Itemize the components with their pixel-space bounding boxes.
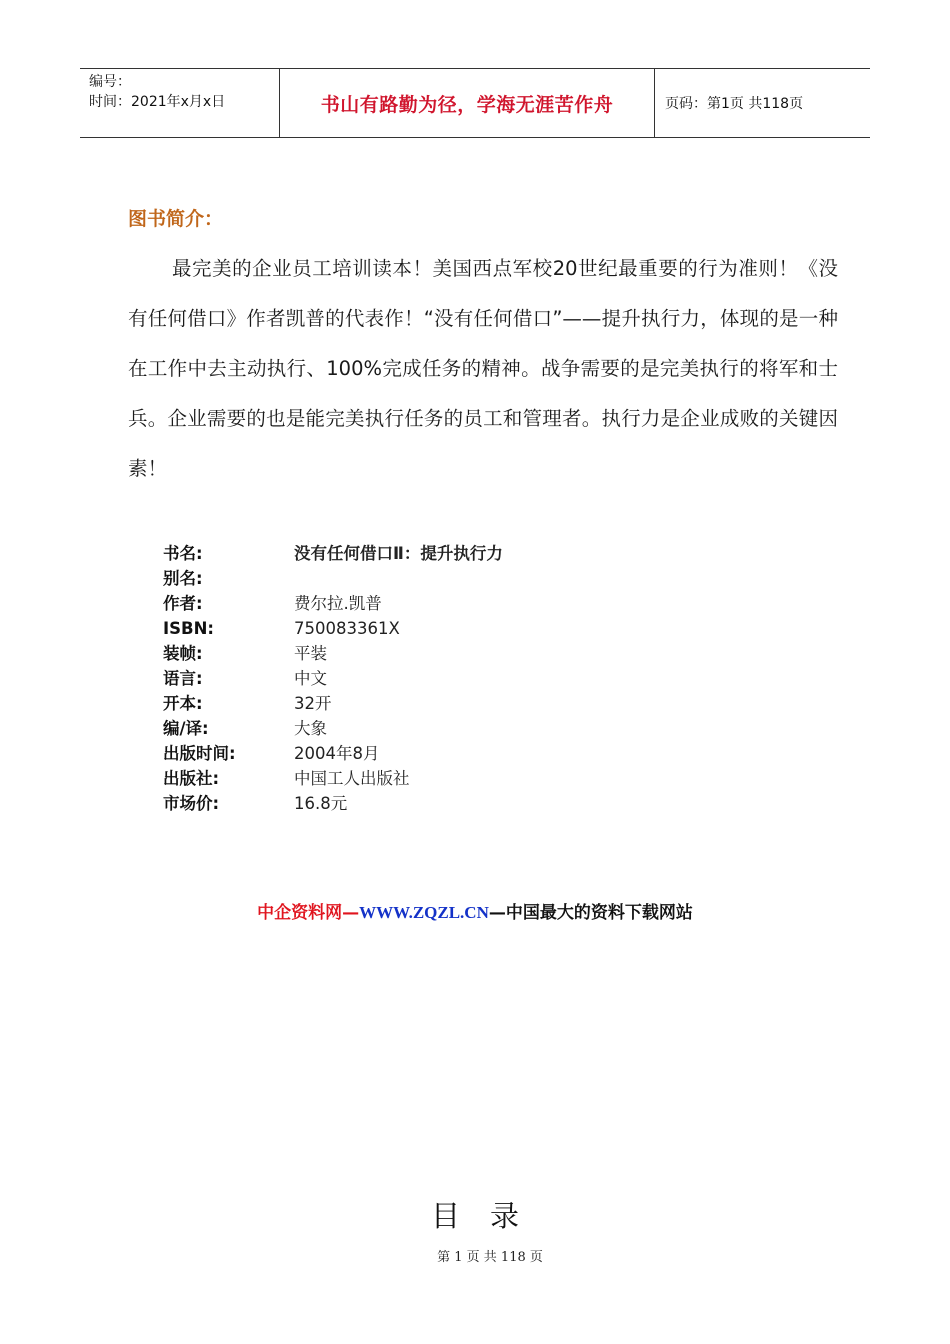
book-info-row-pubdate xyxy=(163,741,503,766)
info-label: 语言: xyxy=(163,669,203,688)
info-value: 750083361X xyxy=(294,619,400,638)
info-label: 市场价: xyxy=(163,794,220,813)
book-info-row-translator xyxy=(163,716,503,741)
info-label: 装帧: xyxy=(163,644,203,663)
site-banner xyxy=(0,898,950,923)
page-footer: 第 1 页 共 118 页 xyxy=(437,1250,543,1265)
book-info-row-price xyxy=(163,791,503,816)
info-label: 开本: xyxy=(163,694,203,713)
info-value: 2004年8月 xyxy=(294,744,380,763)
number-label: 编号： xyxy=(89,74,131,90)
page-header xyxy=(80,68,870,138)
info-label: 出版社: xyxy=(163,769,220,788)
intro-title: 图书简介： xyxy=(128,208,224,230)
info-label: 书名: xyxy=(163,544,203,563)
book-info-row-alias xyxy=(163,566,503,591)
header-meta xyxy=(80,69,280,137)
banner-slogan: —中国最大的资料下载网站 xyxy=(488,903,693,923)
book-info-row-format xyxy=(163,691,503,716)
book-info-row-title xyxy=(163,541,503,566)
banner-url-link[interactable]: WWW.ZQZL.CN xyxy=(359,903,489,922)
info-value: 费尔拉.凯普 xyxy=(294,594,382,613)
book-info-row-binding xyxy=(163,641,503,666)
info-label: 作者: xyxy=(163,594,203,613)
info-value: 中国工人出版社 xyxy=(294,769,410,788)
book-info-row-isbn xyxy=(163,616,503,641)
header-motto: 书山有路勤为径，学海无涯苦作舟 xyxy=(280,69,655,137)
info-value: 中文 xyxy=(294,669,327,688)
book-info xyxy=(163,541,503,816)
info-value: 16.8元 xyxy=(294,794,348,813)
info-label: 别名: xyxy=(163,569,203,588)
info-value: 没有任何借口Ⅱ：提升执行力 xyxy=(294,544,503,563)
book-info-row-publisher xyxy=(163,766,503,791)
intro-paragraph: 最完美的企业员工培训读本！美国西点军校20世纪最重要的行为准则！《没有任何借口》作者凯普的代表作！“没有任何借口”——提升执行力，体现的是一种在工作中去主动执行、100%完成任务的精神。战争需要的是完美执行的将军和士兵。企业需要的也是能完美执行任务的员工和管理者。执行力是企业成败的关键因素！ xyxy=(128,257,838,480)
info-label: ISBN: xyxy=(163,619,215,638)
info-value: 32开 xyxy=(294,694,332,713)
info-label: 编/译: xyxy=(163,719,209,738)
book-info-row-author xyxy=(163,591,503,616)
info-label: 出版时间: xyxy=(163,744,236,763)
info-value: 大象 xyxy=(294,719,327,738)
toc-title: 目录 xyxy=(430,1199,549,1233)
banner-site-name: 中企资料网— xyxy=(257,903,360,923)
time-label: 时间：2021年x月x日 xyxy=(89,94,226,110)
header-page-info: 页码：第1页 共118页 xyxy=(665,96,804,112)
book-info-row-language xyxy=(163,666,503,691)
info-value: 平装 xyxy=(294,644,327,663)
